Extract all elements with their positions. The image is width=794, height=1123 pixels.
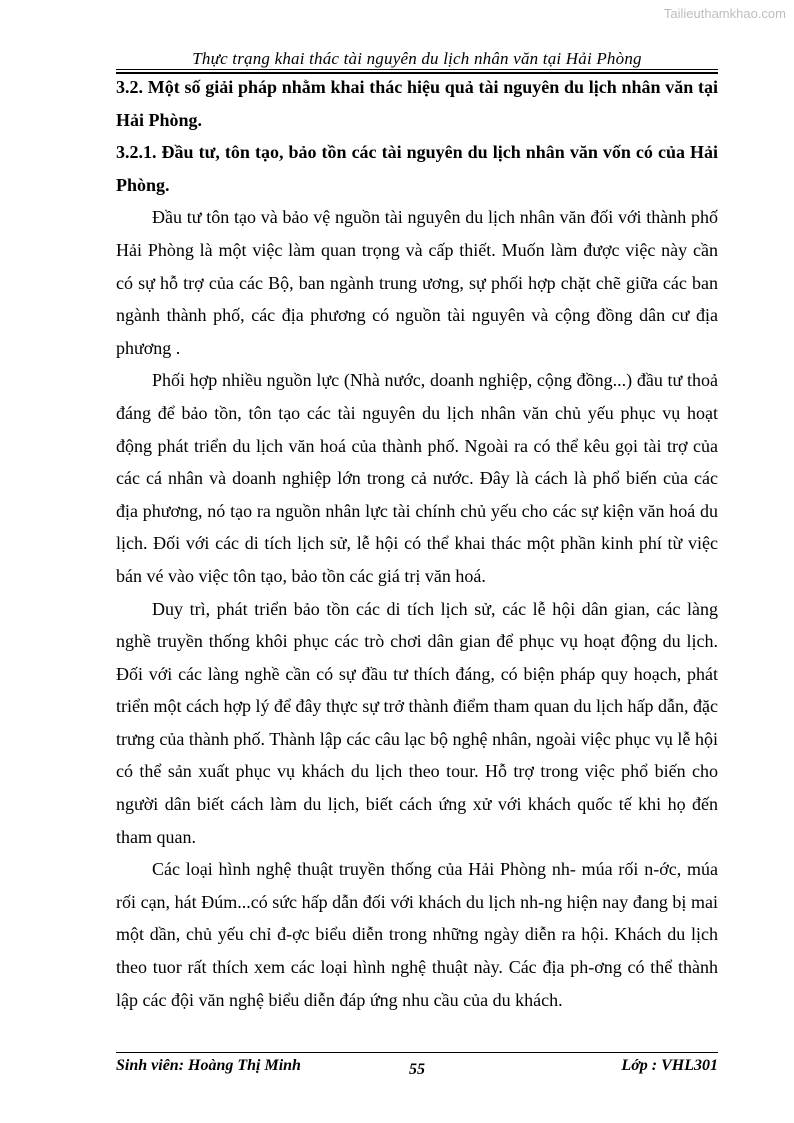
footer-class-id: Lớp : VHL301 [621, 1057, 718, 1074]
page-footer [116, 1057, 718, 1081]
paragraph-4: Các loại hình nghệ thuật truyền thống của Hải Phòng nh- múa rối n-ớc, múa rối cạn, hát Đúm...có sức hấp dẫn đối với khách du lịch nh-ng hiện nay đang bị mai một dần, chủ yếu chỉ đ-ợc biểu diễn trong những ngày diễn ra hội. Khách du lịch theo tuor rất thích xem các loại hình nghệ thuật này. Các địa ph-ơng có thể thành lập các đội văn nghệ biểu diễn đáp ứng nhu cầu của du khách. [116, 859, 718, 1010]
paragraph-2: Phối hợp nhiều nguồn lực (Nhà nước, doanh nghiệp, cộng đồng...) đầu tư thoả đáng để bảo tồn, tôn tạo các tài nguyên du lịch nhân văn chủ yếu phục vụ hoạt động phát triển du lịch văn hoá của thành phố. Ngoài ra có thể kêu gọi tài trợ của các cá nhân và doanh nghiệp lớn trong cả nước. Đây là cách là phổ biến của các địa phương, nó tạo ra nguồn nhân lực tài chính chủ yếu cho các sự kiện văn hoá du lịch. Đối với các di tích lịch sử, lễ hội có thể khai thác một phần kinh phí từ việc bán vé vào việc tôn tạo, bảo tồn các giá trị văn hoá. [116, 370, 718, 586]
document-body [116, 71, 718, 1016]
footer-student-name: Sinh viên: Hoàng Thị Minh [116, 1057, 301, 1074]
subsection-heading: 3.2.1. Đầu tư, tôn tạo, bảo tồn các tài nguyên du lịch nhân văn vốn có của Hải Phòng. [116, 142, 718, 195]
running-header-title: Thực trạng khai thác tài nguyên du lịch nhân văn tại Hải Phòng [192, 49, 642, 68]
footer-page-number: 55 [409, 1061, 425, 1078]
watermark-text: Tailieuthamkhao.com [663, 6, 786, 21]
paragraph-1: Đầu tư tôn tạo và bảo vệ nguồn tài nguyên du lịch nhân văn đối với thành phố Hải Phòng là một việc làm quan trọng và cấp thiết. Muốn làm được việc này cần có sự hỗ trợ của các Bộ, ban ngành trung ương, sự phối hợp chặt chẽ giữa các ban ngành thành phố, các địa phương có nguồn tài nguyên và cộng đồng dân cư địa phương . [116, 207, 718, 358]
paragraph-3: Duy trì, phát triển bảo tồn các di tích lịch sử, các lễ hội dân gian, các làng nghề truyền thống khôi phục các trò chơi dân gian để phục vụ hoạt động du lịch. Đối với các làng nghề cần có sự đầu tư thích đáng, có biện pháp quy hoạch, phát triển một cách hợp lý để đây thực sự trở thành điểm tham quan du lịch hấp dẫn, đặc trưng của thành phố. Thành lập các câu lạc bộ nghệ nhân, ngoài việc phục vụ lễ hội có thể sản xuất phục vụ khách du lịch theo tour. Hỗ trợ trong việc phổ biến cho người dân biết cách làm du lịch, biết cách ứng xử với khách quốc tế khi họ đến tham quan. [116, 598, 718, 847]
footer-divider [116, 1052, 718, 1053]
header-divider-thin [116, 69, 718, 70]
section-heading: 3.2. Một số giải pháp nhằm khai thác hiệu quả tài nguyên du lịch nhân văn tại Hải Phòng. [116, 77, 718, 130]
